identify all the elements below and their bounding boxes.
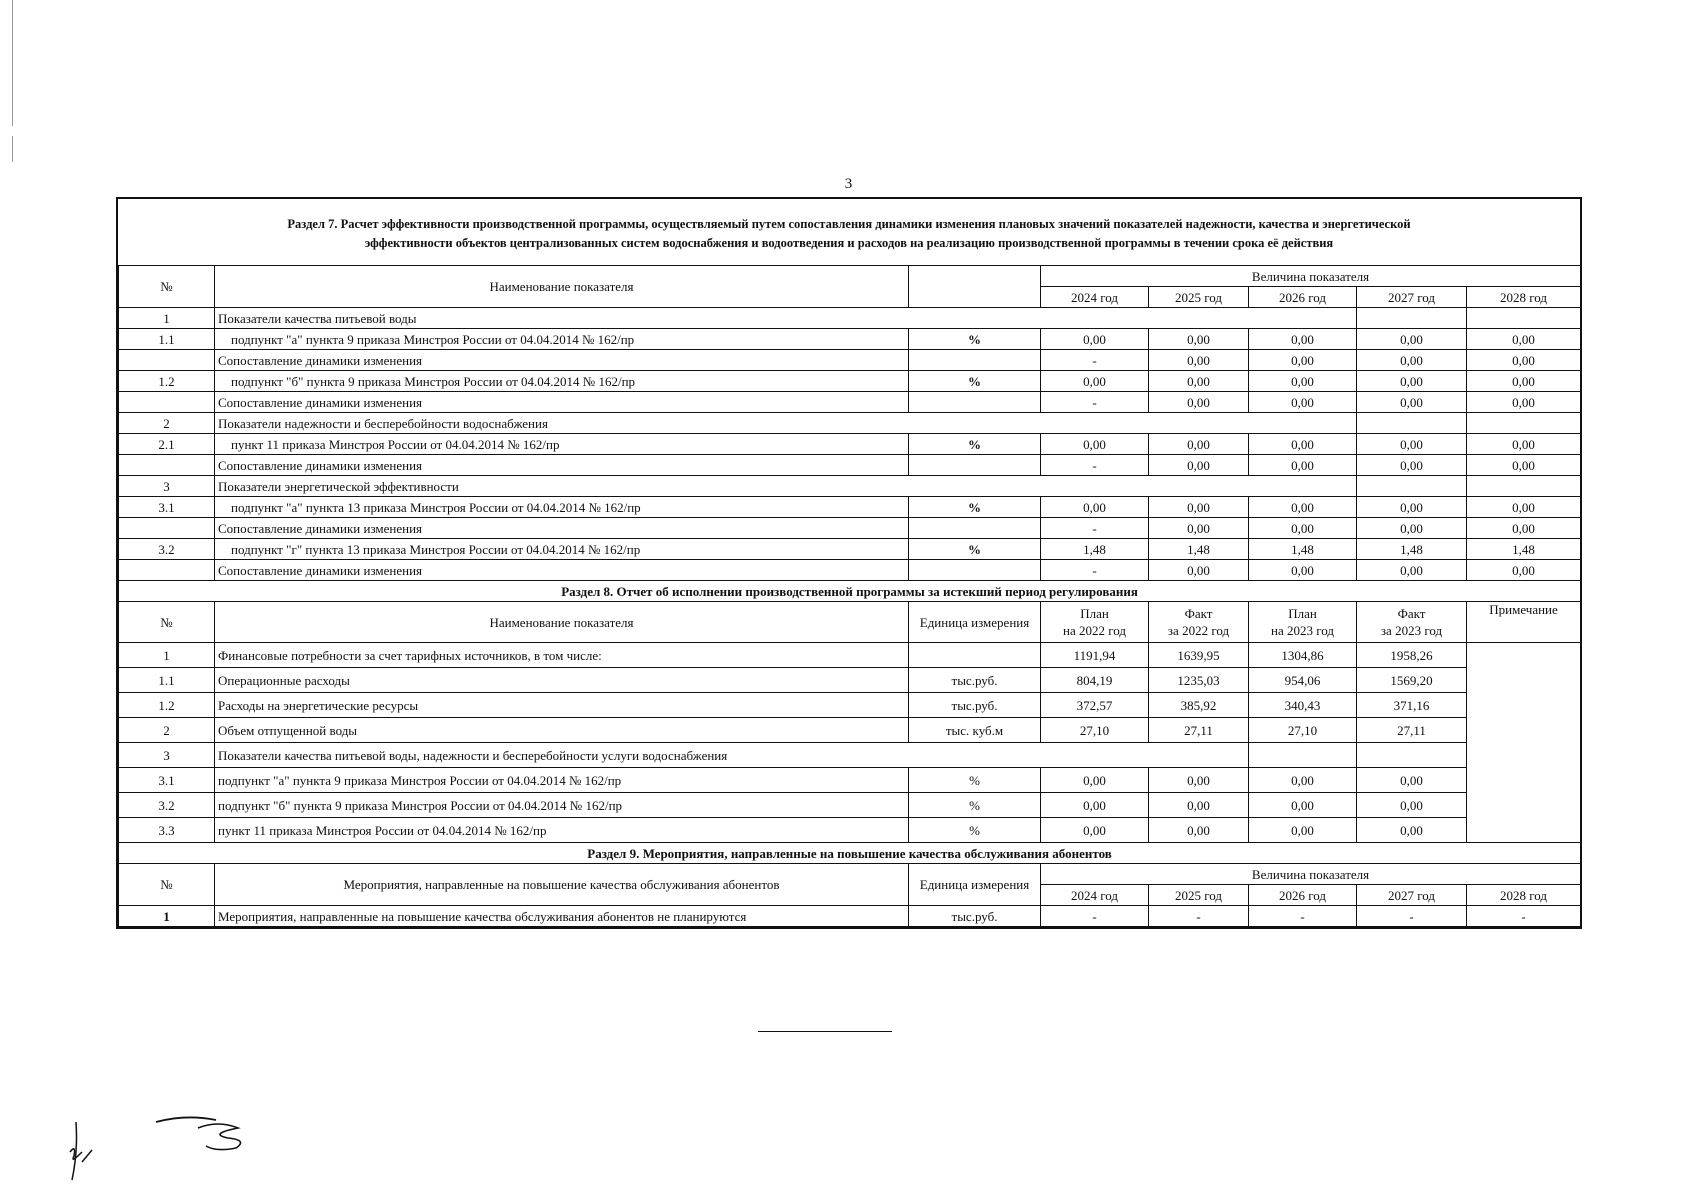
row-number: 1.1 — [119, 668, 215, 693]
empty-cell — [1357, 743, 1467, 768]
value-cell: 1235,03 — [1149, 668, 1249, 693]
value-cell: 1191,94 — [1041, 643, 1149, 668]
value-cell: - — [1041, 560, 1149, 581]
table-row — [119, 329, 1581, 350]
value-cell: 27,11 — [1357, 718, 1467, 743]
section7-header-row-1 — [119, 266, 1581, 287]
value-cell: 0,00 — [1357, 768, 1467, 793]
row-name: Расходы на энергетические ресурсы — [215, 693, 909, 718]
value-cell: 0,00 — [1149, 793, 1249, 818]
row-number: 3.1 — [119, 497, 215, 518]
row-unit — [909, 350, 1041, 371]
row-name: Сопоставление динамики изменения — [215, 455, 909, 476]
row-number: 3 — [119, 743, 215, 768]
row-name: подпункт "а" пункта 9 приказа Минстроя России от 04.04.2014 № 162/пр — [215, 768, 909, 793]
row-name: пункт 11 приказа Минстроя России от 04.04.2014 № 162/пр — [215, 434, 909, 455]
value-cell: 0,00 — [1249, 455, 1357, 476]
value-cell: 0,00 — [1149, 455, 1249, 476]
col-plan-2023: План на 2023 год — [1249, 602, 1357, 643]
value-cell: 1958,26 — [1357, 643, 1467, 668]
row-name: подпункт "г" пункта 13 приказа Минстроя России от 04.04.2014 № 162/пр — [215, 539, 909, 560]
value-cell: 372,57 — [1041, 693, 1149, 718]
row-number: 1 — [119, 643, 215, 668]
row-unit: % — [909, 539, 1041, 560]
value-cell: - — [1041, 518, 1149, 539]
empty-cell — [1467, 413, 1581, 434]
value-cell: 0,00 — [1041, 818, 1149, 843]
value-cell: 1,48 — [1041, 539, 1149, 560]
value-cell: - — [1249, 906, 1357, 927]
row-unit: тыс. куб.м — [909, 718, 1041, 743]
value-cell: 1304,86 — [1249, 643, 1357, 668]
value-cell: 0,00 — [1249, 818, 1357, 843]
value-cell: 0,00 — [1357, 793, 1467, 818]
value-cell: 1,48 — [1467, 539, 1581, 560]
table-row — [119, 539, 1581, 560]
row-name: Сопоставление динамики изменения — [215, 350, 909, 371]
row-number: 1.1 — [119, 329, 215, 350]
row-name: Сопоставление динамики изменения — [215, 560, 909, 581]
document-frame — [116, 197, 1582, 929]
row-number: 1 — [119, 906, 215, 927]
value-cell: 0,00 — [1357, 329, 1467, 350]
value-cell: 0,00 — [1467, 497, 1581, 518]
value-cell: - — [1149, 906, 1249, 927]
value-cell: 0,00 — [1149, 350, 1249, 371]
value-cell: 0,00 — [1467, 455, 1581, 476]
value-cell: 0,00 — [1467, 560, 1581, 581]
row-number: 1.2 — [119, 693, 215, 718]
value-cell: 371,16 — [1357, 693, 1467, 718]
value-cell: 27,11 — [1149, 718, 1249, 743]
table-row — [119, 693, 1581, 718]
value-cell: 0,00 — [1357, 518, 1467, 539]
table-row — [119, 371, 1581, 392]
value-cell: 0,00 — [1357, 350, 1467, 371]
section7-title: Раздел 7. Расчет эффективности производственной программы, осуществляемый путем сопоставления динамики изменения плановых значений показателей надежности, качества и энергетической эффективности объектов централизованных систем водоснабжения и водоотведения и расходов на реализацию производственной программы в течении срока её действия — [287, 217, 1411, 250]
value-cell: 0,00 — [1357, 371, 1467, 392]
row-name: Показатели качества питьевой воды, надежности и бесперебойности услуги водоснабжения — [215, 743, 1249, 768]
header-note: Примечание — [1467, 602, 1581, 643]
table-row — [119, 308, 1581, 329]
row-number — [119, 518, 215, 539]
row-number: 1 — [119, 308, 215, 329]
row-unit: % — [909, 768, 1041, 793]
year-col: 2025 год — [1149, 287, 1249, 308]
row-number: 2 — [119, 718, 215, 743]
row-unit: тыс.руб. — [909, 906, 1041, 927]
row-unit: тыс.руб. — [909, 693, 1041, 718]
year-col: 2028 год — [1467, 885, 1581, 906]
header-unit-empty — [909, 266, 1041, 308]
value-cell: - — [1357, 906, 1467, 927]
value-cell: 954,06 — [1249, 668, 1357, 693]
value-cell: - — [1041, 392, 1149, 413]
value-cell: 0,00 — [1357, 392, 1467, 413]
value-cell: 0,00 — [1149, 392, 1249, 413]
header-no: № — [119, 864, 215, 906]
col-plan-2022: План на 2022 год — [1041, 602, 1149, 643]
col-fact-2022: Факт за 2022 год — [1149, 602, 1249, 643]
section9-header-row-1 — [119, 864, 1581, 885]
empty-cell — [1467, 476, 1581, 497]
value-cell: 0,00 — [1467, 434, 1581, 455]
value-cell: 0,00 — [1249, 793, 1357, 818]
row-unit — [909, 392, 1041, 413]
value-cell: 804,19 — [1041, 668, 1149, 693]
signature — [60, 1092, 270, 1182]
value-cell: 0,00 — [1041, 497, 1149, 518]
row-unit: % — [909, 497, 1041, 518]
value-cell: 0,00 — [1357, 434, 1467, 455]
row-unit: % — [909, 371, 1041, 392]
empty-cell — [1357, 413, 1467, 434]
year-col: 2028 год — [1467, 287, 1581, 308]
value-cell: 0,00 — [1149, 371, 1249, 392]
table-row — [119, 793, 1581, 818]
section9-title: Раздел 9. Мероприятия, направленные на повышение качества обслуживания абонентов — [119, 843, 1581, 864]
empty-cell — [1357, 476, 1467, 497]
row-number: 2.1 — [119, 434, 215, 455]
header-unit: Единица измерения — [909, 602, 1041, 643]
value-cell: 1,48 — [1149, 539, 1249, 560]
value-cell: 0,00 — [1249, 434, 1357, 455]
year-col: 2024 год — [1041, 885, 1149, 906]
value-cell: 0,00 — [1467, 329, 1581, 350]
header-name: Наименование показателя — [215, 266, 909, 308]
value-cell: 0,00 — [1149, 434, 1249, 455]
row-name: Показатели энергетической эффективности — [215, 476, 1357, 497]
row-number — [119, 560, 215, 581]
row-unit — [909, 643, 1041, 668]
row-name: Сопоставление динамики изменения — [215, 518, 909, 539]
value-cell: 0,00 — [1149, 329, 1249, 350]
value-cell: 0,00 — [1249, 392, 1357, 413]
closing-rule — [758, 1031, 892, 1032]
value-cell: 0,00 — [1041, 434, 1149, 455]
row-unit — [909, 455, 1041, 476]
row-name: подпункт "б" пункта 9 приказа Минстроя России от 04.04.2014 № 162/пр — [215, 371, 909, 392]
header-value: Величина показателя — [1041, 864, 1581, 885]
table-row — [119, 906, 1581, 927]
value-cell: 1,48 — [1249, 539, 1357, 560]
value-cell: 0,00 — [1149, 768, 1249, 793]
value-cell: 0,00 — [1467, 518, 1581, 539]
section9-title-row — [119, 843, 1581, 864]
row-unit: % — [909, 793, 1041, 818]
scan-edge-line — [12, 136, 13, 162]
value-cell: 0,00 — [1249, 350, 1357, 371]
header-name: Наименование показателя — [215, 602, 909, 643]
year-col: 2026 год — [1249, 885, 1357, 906]
value-cell: 0,00 — [1149, 518, 1249, 539]
scan-edge-line — [12, 0, 13, 126]
row-name: Объем отпущенной воды — [215, 718, 909, 743]
table-row — [119, 455, 1581, 476]
row-number: 2 — [119, 413, 215, 434]
row-number — [119, 455, 215, 476]
empty-cell — [1357, 308, 1467, 329]
section8-title-row — [119, 581, 1581, 602]
row-unit — [909, 518, 1041, 539]
row-name: Операционные расходы — [215, 668, 909, 693]
note-cell — [1467, 643, 1581, 843]
value-cell: 0,00 — [1357, 455, 1467, 476]
value-cell: 0,00 — [1249, 329, 1357, 350]
value-cell: 0,00 — [1357, 497, 1467, 518]
table-row — [119, 818, 1581, 843]
value-cell: 0,00 — [1357, 560, 1467, 581]
value-cell: 340,43 — [1249, 693, 1357, 718]
row-number — [119, 392, 215, 413]
value-cell: 0,00 — [1041, 371, 1149, 392]
header-name: Мероприятия, направленные на повышение качества обслуживания абонентов — [215, 864, 909, 906]
row-number: 3.3 — [119, 818, 215, 843]
value-cell: 27,10 — [1041, 718, 1149, 743]
row-name: подпункт "а" пункта 13 приказа Минстроя России от 04.04.2014 № 162/пр — [215, 497, 909, 518]
value-cell: - — [1041, 455, 1149, 476]
table-row — [119, 392, 1581, 413]
table-row — [119, 560, 1581, 581]
table-row — [119, 434, 1581, 455]
value-cell: 0,00 — [1041, 768, 1149, 793]
table-row — [119, 643, 1581, 668]
row-unit: тыс.руб. — [909, 668, 1041, 693]
page-number: 3 — [844, 176, 853, 192]
table-row — [119, 718, 1581, 743]
row-unit: % — [909, 329, 1041, 350]
value-cell: 0,00 — [1249, 497, 1357, 518]
row-number: 3.2 — [119, 539, 215, 560]
row-name: Показатели качества питьевой воды — [215, 308, 1357, 329]
row-unit: % — [909, 818, 1041, 843]
table-row — [119, 497, 1581, 518]
value-cell: - — [1467, 906, 1581, 927]
year-col: 2027 год — [1357, 287, 1467, 308]
row-number: 3 — [119, 476, 215, 497]
row-name: подпункт "а" пункта 9 приказа Минстроя России от 04.04.2014 № 162/пр — [215, 329, 909, 350]
table-row — [119, 413, 1581, 434]
row-unit — [909, 560, 1041, 581]
row-number — [119, 350, 215, 371]
table-row — [119, 350, 1581, 371]
row-number: 3.1 — [119, 768, 215, 793]
row-name: Показатели надежности и бесперебойности водоснабжения — [215, 413, 1357, 434]
main-table — [118, 265, 1581, 927]
value-cell: 0,00 — [1149, 560, 1249, 581]
value-cell: 1,48 — [1357, 539, 1467, 560]
col-fact-2023: Факт за 2023 год — [1357, 602, 1467, 643]
value-cell: 0,00 — [1467, 392, 1581, 413]
section8-header-row — [119, 602, 1581, 643]
header-no: № — [119, 266, 215, 308]
table-row — [119, 518, 1581, 539]
section8-title: Раздел 8. Отчет об исполнении производственной программы за истекший период регулирования — [119, 581, 1581, 602]
row-number: 3.2 — [119, 793, 215, 818]
value-cell: 0,00 — [1249, 560, 1357, 581]
header-unit: Единица измерения — [909, 864, 1041, 906]
empty-cell — [1249, 743, 1357, 768]
year-col: 2026 год — [1249, 287, 1357, 308]
row-name: Сопоставление динамики изменения — [215, 392, 909, 413]
value-cell: 0,00 — [1357, 818, 1467, 843]
row-name: подпункт "б" пункта 9 приказа Минстроя России от 04.04.2014 № 162/пр — [215, 793, 909, 818]
value-cell: - — [1041, 350, 1149, 371]
value-cell: - — [1041, 906, 1149, 927]
year-col: 2027 год — [1357, 885, 1467, 906]
table-row — [119, 743, 1581, 768]
value-cell: 27,10 — [1249, 718, 1357, 743]
header-value: Величина показателя — [1041, 266, 1581, 287]
row-unit: % — [909, 434, 1041, 455]
row-name: пункт 11 приказа Минстроя России от 04.04.2014 № 162/пр — [215, 818, 909, 843]
value-cell: 0,00 — [1249, 768, 1357, 793]
value-cell: 0,00 — [1041, 793, 1149, 818]
row-number: 1.2 — [119, 371, 215, 392]
value-cell: 0,00 — [1249, 371, 1357, 392]
header-no: № — [119, 602, 215, 643]
year-col: 2024 год — [1041, 287, 1149, 308]
row-name: Финансовые потребности за счет тарифных источников, в том числе: — [215, 643, 909, 668]
value-cell: 0,00 — [1149, 818, 1249, 843]
value-cell: 1569,20 — [1357, 668, 1467, 693]
value-cell: 0,00 — [1467, 350, 1581, 371]
table-row — [119, 768, 1581, 793]
year-col: 2025 год — [1149, 885, 1249, 906]
value-cell: 385,92 — [1149, 693, 1249, 718]
value-cell: 0,00 — [1041, 329, 1149, 350]
empty-cell — [1467, 308, 1581, 329]
row-name: Мероприятия, направленные на повышение качества обслуживания абонентов не планируются — [215, 906, 909, 927]
value-cell: 1639,95 — [1149, 643, 1249, 668]
table-row — [119, 668, 1581, 693]
value-cell: 0,00 — [1467, 371, 1581, 392]
value-cell: 0,00 — [1249, 518, 1357, 539]
value-cell: 0,00 — [1149, 497, 1249, 518]
table-row — [119, 476, 1581, 497]
